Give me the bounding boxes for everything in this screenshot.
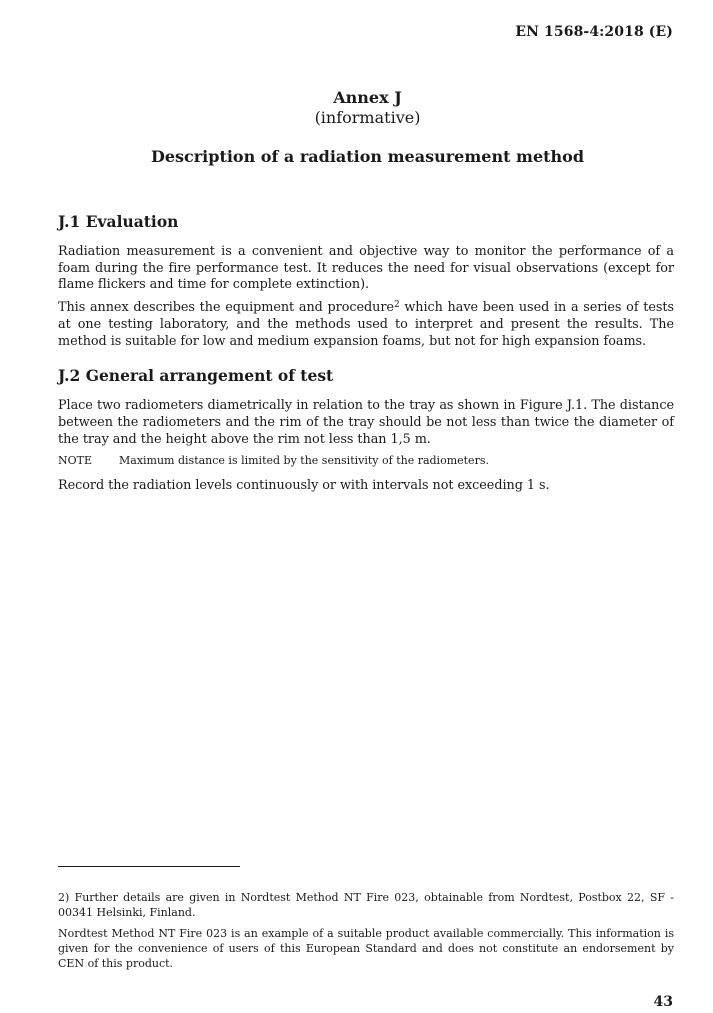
note-text: Maximum distance is limited by the sensitivity of the radiometers.	[119, 454, 489, 468]
footnote: 2) Further details are given in Nordtest Method NT Fire 023, obtainable from Nordtest, Postbox 22, SF - 00341 Helsinki, Finland.	[58, 891, 674, 919]
paragraph: Radiation measurement is a convenient and objective way to monitor the performance of a foam during the fire performance test. It reduces the need for visual observations (except for flame flickers and time for complete extinction).	[58, 244, 674, 293]
annex-title: Annex J	[333, 88, 402, 107]
footnote: Nordtest Method NT Fire 023 is an example of a suitable product available commercially. This information is given for the convenience of users of this European Standard and does not constitute an endorsement by CEN of this product.	[58, 927, 674, 970]
paragraph: Place two radiometers diametrically in relation to the tray as shown in Figure J.1. The distance between the radiometers and the rim of the tray should be not less than twice the diameter of the tray and the height above the rim not less than 1,5 m.	[58, 398, 674, 447]
section-heading-j2: J.2 General arrangement of test	[58, 366, 334, 386]
standard-reference: EN 1568-4:2018 (E)	[515, 24, 673, 40]
page-number: 43	[653, 994, 673, 1010]
paragraph-text: This annex describes the equipment and procedure	[58, 300, 394, 316]
footnote-marker[interactable]: 2	[393, 300, 400, 311]
annex-heading: Description of a radiation measurement method	[150, 147, 585, 166]
paragraph: Record the radiation levels continuously or with intervals not exceeding 1 s.	[58, 478, 550, 494]
main-content	[58, 212, 674, 501]
paragraph-with-footnote	[58, 300, 674, 350]
footnote-divider	[58, 866, 240, 867]
paragraph-text: which have been used in a series of tests at one testing laboratory, and the methods used to interpret and present the results. The method is suitable for low and medium expansion foams, but not for high expansion foams.	[58, 300, 674, 349]
note	[58, 454, 674, 468]
note-label: NOTE	[58, 454, 93, 468]
annex-title-block	[0, 88, 713, 167]
annex-status: (informative)	[314, 108, 421, 127]
section-heading-j1: J.1 Evaluation	[58, 212, 179, 231]
footnotes	[58, 890, 674, 977]
